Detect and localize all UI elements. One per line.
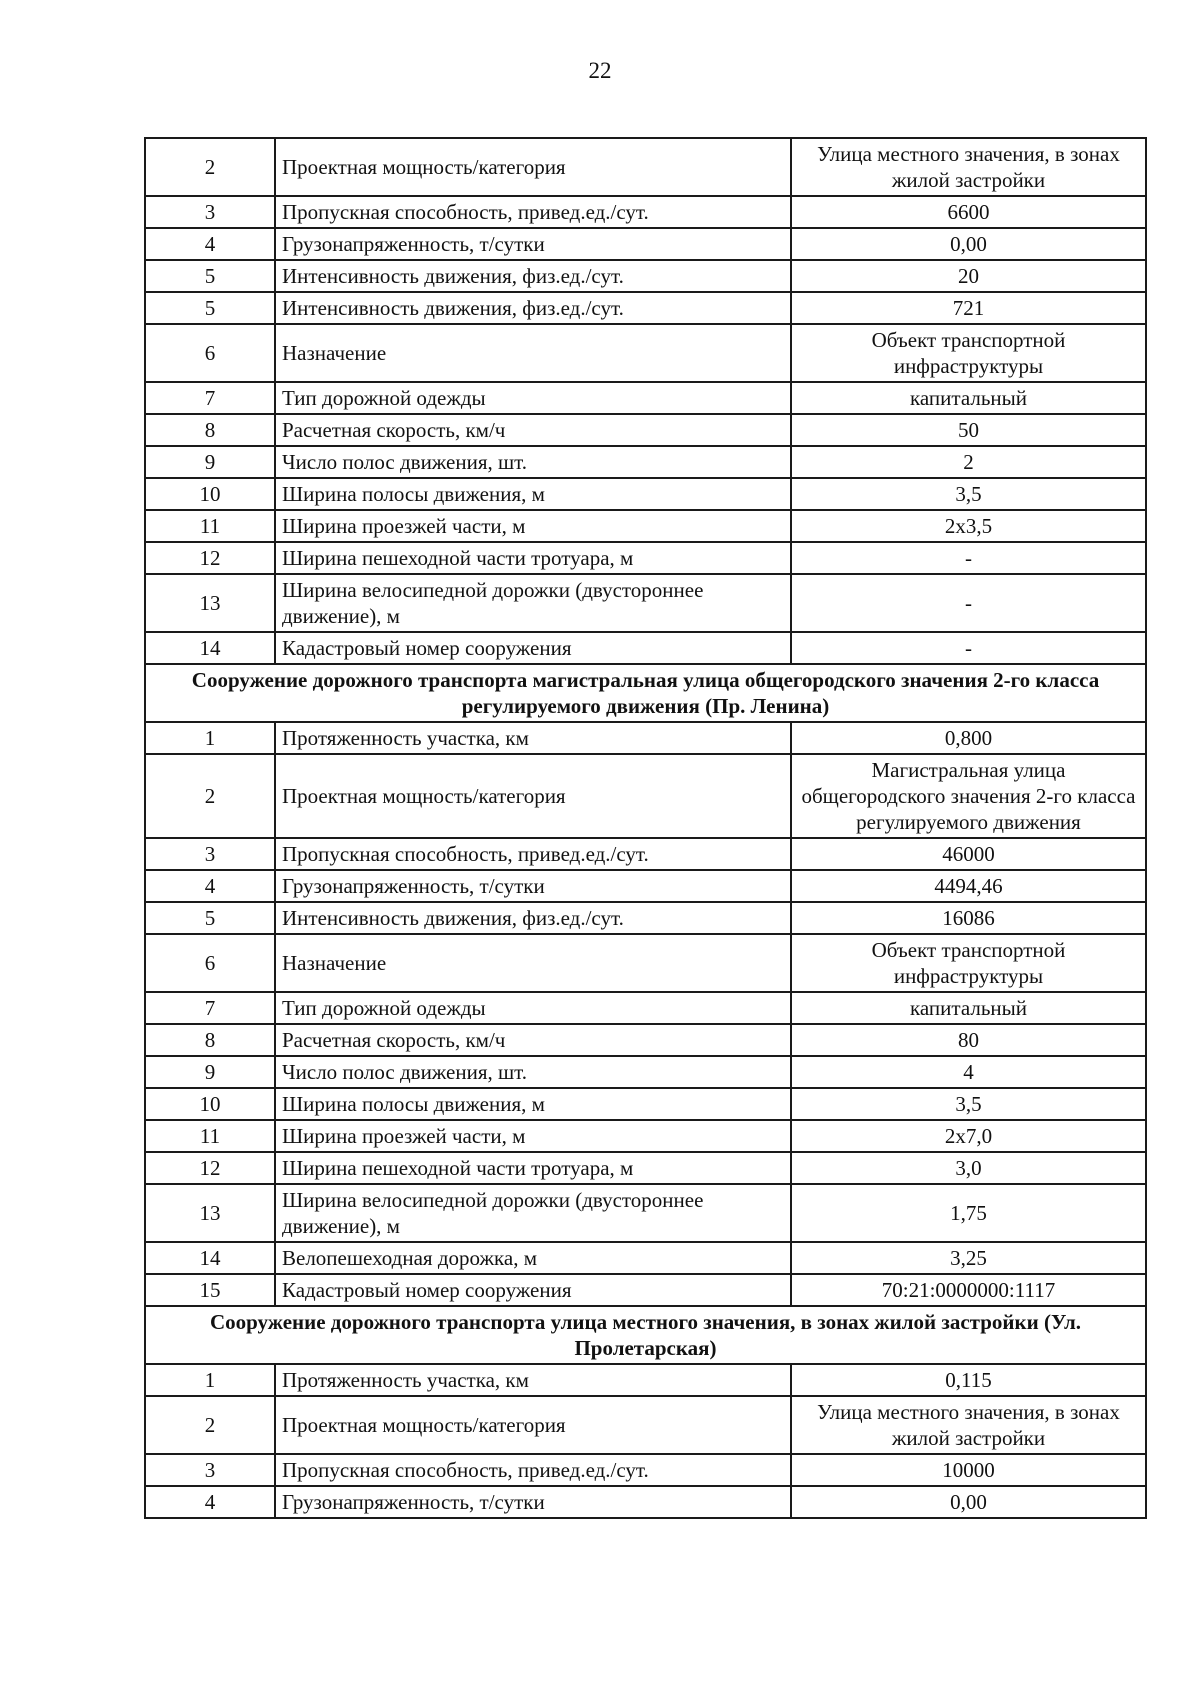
parameter-name: Интенсивность движения, физ.ед./сут. [275,260,791,292]
row-number: 2 [145,754,275,838]
table-row [145,992,1146,1024]
parameter-value: 2х3,5 [791,510,1146,542]
table-row [145,934,1146,992]
parameter-name: Пропускная способность, привед.ед./сут. [275,196,791,228]
parameter-name: Ширина велосипедной дорожки (двустороннее движение), м [275,574,791,632]
parameter-value: 80 [791,1024,1146,1056]
row-number: 9 [145,1056,275,1088]
parameter-value: 721 [791,292,1146,324]
parameter-name: Пропускная способность, привед.ед./сут. [275,838,791,870]
table-row [145,542,1146,574]
parameter-value: 0,00 [791,228,1146,260]
parameter-value: Магистральная улица общегородского значения 2-го класса регулируемого движения [791,754,1146,838]
parameter-name: Ширина полосы движения, м [275,478,791,510]
parameter-value: 16086 [791,902,1146,934]
parameter-value: 4 [791,1056,1146,1088]
page-number: 22 [588,58,612,83]
row-number: 4 [145,1486,275,1518]
row-number: 14 [145,632,275,664]
row-number: 2 [145,1396,275,1454]
parameter-value: - [791,542,1146,574]
section-title: Сооружение дорожного транспорта улица местного значения, в зонах жилой застройки (Ул. Пролетарская) [145,1306,1146,1364]
table-row [145,478,1146,510]
parameter-name: Тип дорожной одежды [275,992,791,1024]
row-number: 3 [145,1454,275,1486]
parameter-name: Протяженность участка, км [275,1364,791,1396]
table-row [145,324,1146,382]
parameter-value: 4494,46 [791,870,1146,902]
row-number: 4 [145,228,275,260]
table-row [145,1120,1146,1152]
parameter-value: 3,5 [791,1088,1146,1120]
section-header-row [145,664,1146,722]
row-number: 9 [145,446,275,478]
parameter-name: Ширина пешеходной части тротуара, м [275,1152,791,1184]
parameter-value: - [791,574,1146,632]
parameter-value: 0,800 [791,722,1146,754]
table-row [145,722,1146,754]
parameter-name: Тип дорожной одежды [275,382,791,414]
parameter-name: Кадастровый номер сооружения [275,1274,791,1306]
parameter-name: Проектная мощность/категория [275,1396,791,1454]
table-row [145,1242,1146,1274]
parameter-name: Ширина полосы движения, м [275,1088,791,1120]
table-row [145,414,1146,446]
table-row [145,902,1146,934]
table-row [145,1274,1146,1306]
table-row [145,1454,1146,1486]
parameter-name: Кадастровый номер сооружения [275,632,791,664]
parameter-name: Грузонапряженность, т/сутки [275,1486,791,1518]
row-number: 1 [145,722,275,754]
row-number: 5 [145,902,275,934]
parameter-value: 6600 [791,196,1146,228]
row-number: 5 [145,292,275,324]
row-number: 14 [145,1242,275,1274]
table-row [145,574,1146,632]
parameter-value: 0,00 [791,1486,1146,1518]
row-number: 2 [145,138,275,196]
table-row [145,1396,1146,1454]
parameter-value: 3,5 [791,478,1146,510]
parameter-value: 2 [791,446,1146,478]
row-number: 3 [145,196,275,228]
parameter-value: Объект транспортной инфраструктуры [791,324,1146,382]
row-number: 10 [145,1088,275,1120]
table-row [145,292,1146,324]
parameter-name: Ширина пешеходной части тротуара, м [275,542,791,574]
parameter-name: Грузонапряженность, т/сутки [275,228,791,260]
parameter-name: Ширина проезжей части, м [275,510,791,542]
row-number: 11 [145,1120,275,1152]
table-row [145,1364,1146,1396]
parameter-value: Улица местного значения, в зонах жилой застройки [791,1396,1146,1454]
table-body [145,138,1146,1518]
table-row [145,446,1146,478]
table-row [145,1056,1146,1088]
parameter-name: Проектная мощность/категория [275,754,791,838]
parameter-name: Интенсивность движения, физ.ед./сут. [275,292,791,324]
parameter-value: 3,25 [791,1242,1146,1274]
table-row [145,754,1146,838]
parameter-name: Назначение [275,934,791,992]
table-row [145,1088,1146,1120]
row-number: 13 [145,1184,275,1242]
parameter-value: 0,115 [791,1364,1146,1396]
row-number: 15 [145,1274,275,1306]
parameter-value: Объект транспортной инфраструктуры [791,934,1146,992]
parameter-name: Грузонапряженность, т/сутки [275,870,791,902]
parameter-name: Пропускная способность, привед.ед./сут. [275,1454,791,1486]
table-row [145,138,1146,196]
parameter-name: Ширина проезжей части, м [275,1120,791,1152]
parameter-name: Расчетная скорость, км/ч [275,1024,791,1056]
table-row [145,632,1146,664]
table-row [145,838,1146,870]
row-number: 10 [145,478,275,510]
table-row [145,1486,1146,1518]
parameter-value: капитальный [791,382,1146,414]
parameter-name: Интенсивность движения, физ.ед./сут. [275,902,791,934]
parameter-value: 10000 [791,1454,1146,1486]
parameter-name: Велопешеходная дорожка, м [275,1242,791,1274]
section-title: Сооружение дорожного транспорта магистральная улица общегородского значения 2-го класса регулируемого движения (Пр. Ленина) [145,664,1146,722]
parameter-name: Проектная мощность/категория [275,138,791,196]
parameter-name: Протяженность участка, км [275,722,791,754]
road-parameters-table [144,137,1147,1519]
table-row [145,870,1146,902]
row-number: 7 [145,992,275,1024]
table-row [145,382,1146,414]
row-number: 5 [145,260,275,292]
parameter-name: Ширина велосипедной дорожки (двустороннее движение), м [275,1184,791,1242]
row-number: 7 [145,382,275,414]
parameter-value: 50 [791,414,1146,446]
table-row [145,1184,1146,1242]
table-row [145,510,1146,542]
parameter-name: Назначение [275,324,791,382]
parameter-value: Улица местного значения, в зонах жилой застройки [791,138,1146,196]
row-number: 13 [145,574,275,632]
parameter-value: 70:21:0000000:1117 [791,1274,1146,1306]
row-number: 3 [145,838,275,870]
row-number: 6 [145,934,275,992]
parameter-value: 46000 [791,838,1146,870]
row-number: 1 [145,1364,275,1396]
row-number: 8 [145,1024,275,1056]
row-number: 12 [145,1152,275,1184]
parameter-name: Число полос движения, шт. [275,446,791,478]
parameter-value: капитальный [791,992,1146,1024]
table-row [145,1152,1146,1184]
parameter-value: 3,0 [791,1152,1146,1184]
parameter-name: Число полос движения, шт. [275,1056,791,1088]
parameter-value: 1,75 [791,1184,1146,1242]
table-row [145,196,1146,228]
row-number: 6 [145,324,275,382]
row-number: 4 [145,870,275,902]
table-row [145,260,1146,292]
section-header-row [145,1306,1146,1364]
row-number: 11 [145,510,275,542]
parameter-value: 20 [791,260,1146,292]
row-number: 12 [145,542,275,574]
parameter-value: - [791,632,1146,664]
parameter-value: 2х7,0 [791,1120,1146,1152]
parameter-name: Расчетная скорость, км/ч [275,414,791,446]
row-number: 8 [145,414,275,446]
table-row [145,228,1146,260]
table-row [145,1024,1146,1056]
